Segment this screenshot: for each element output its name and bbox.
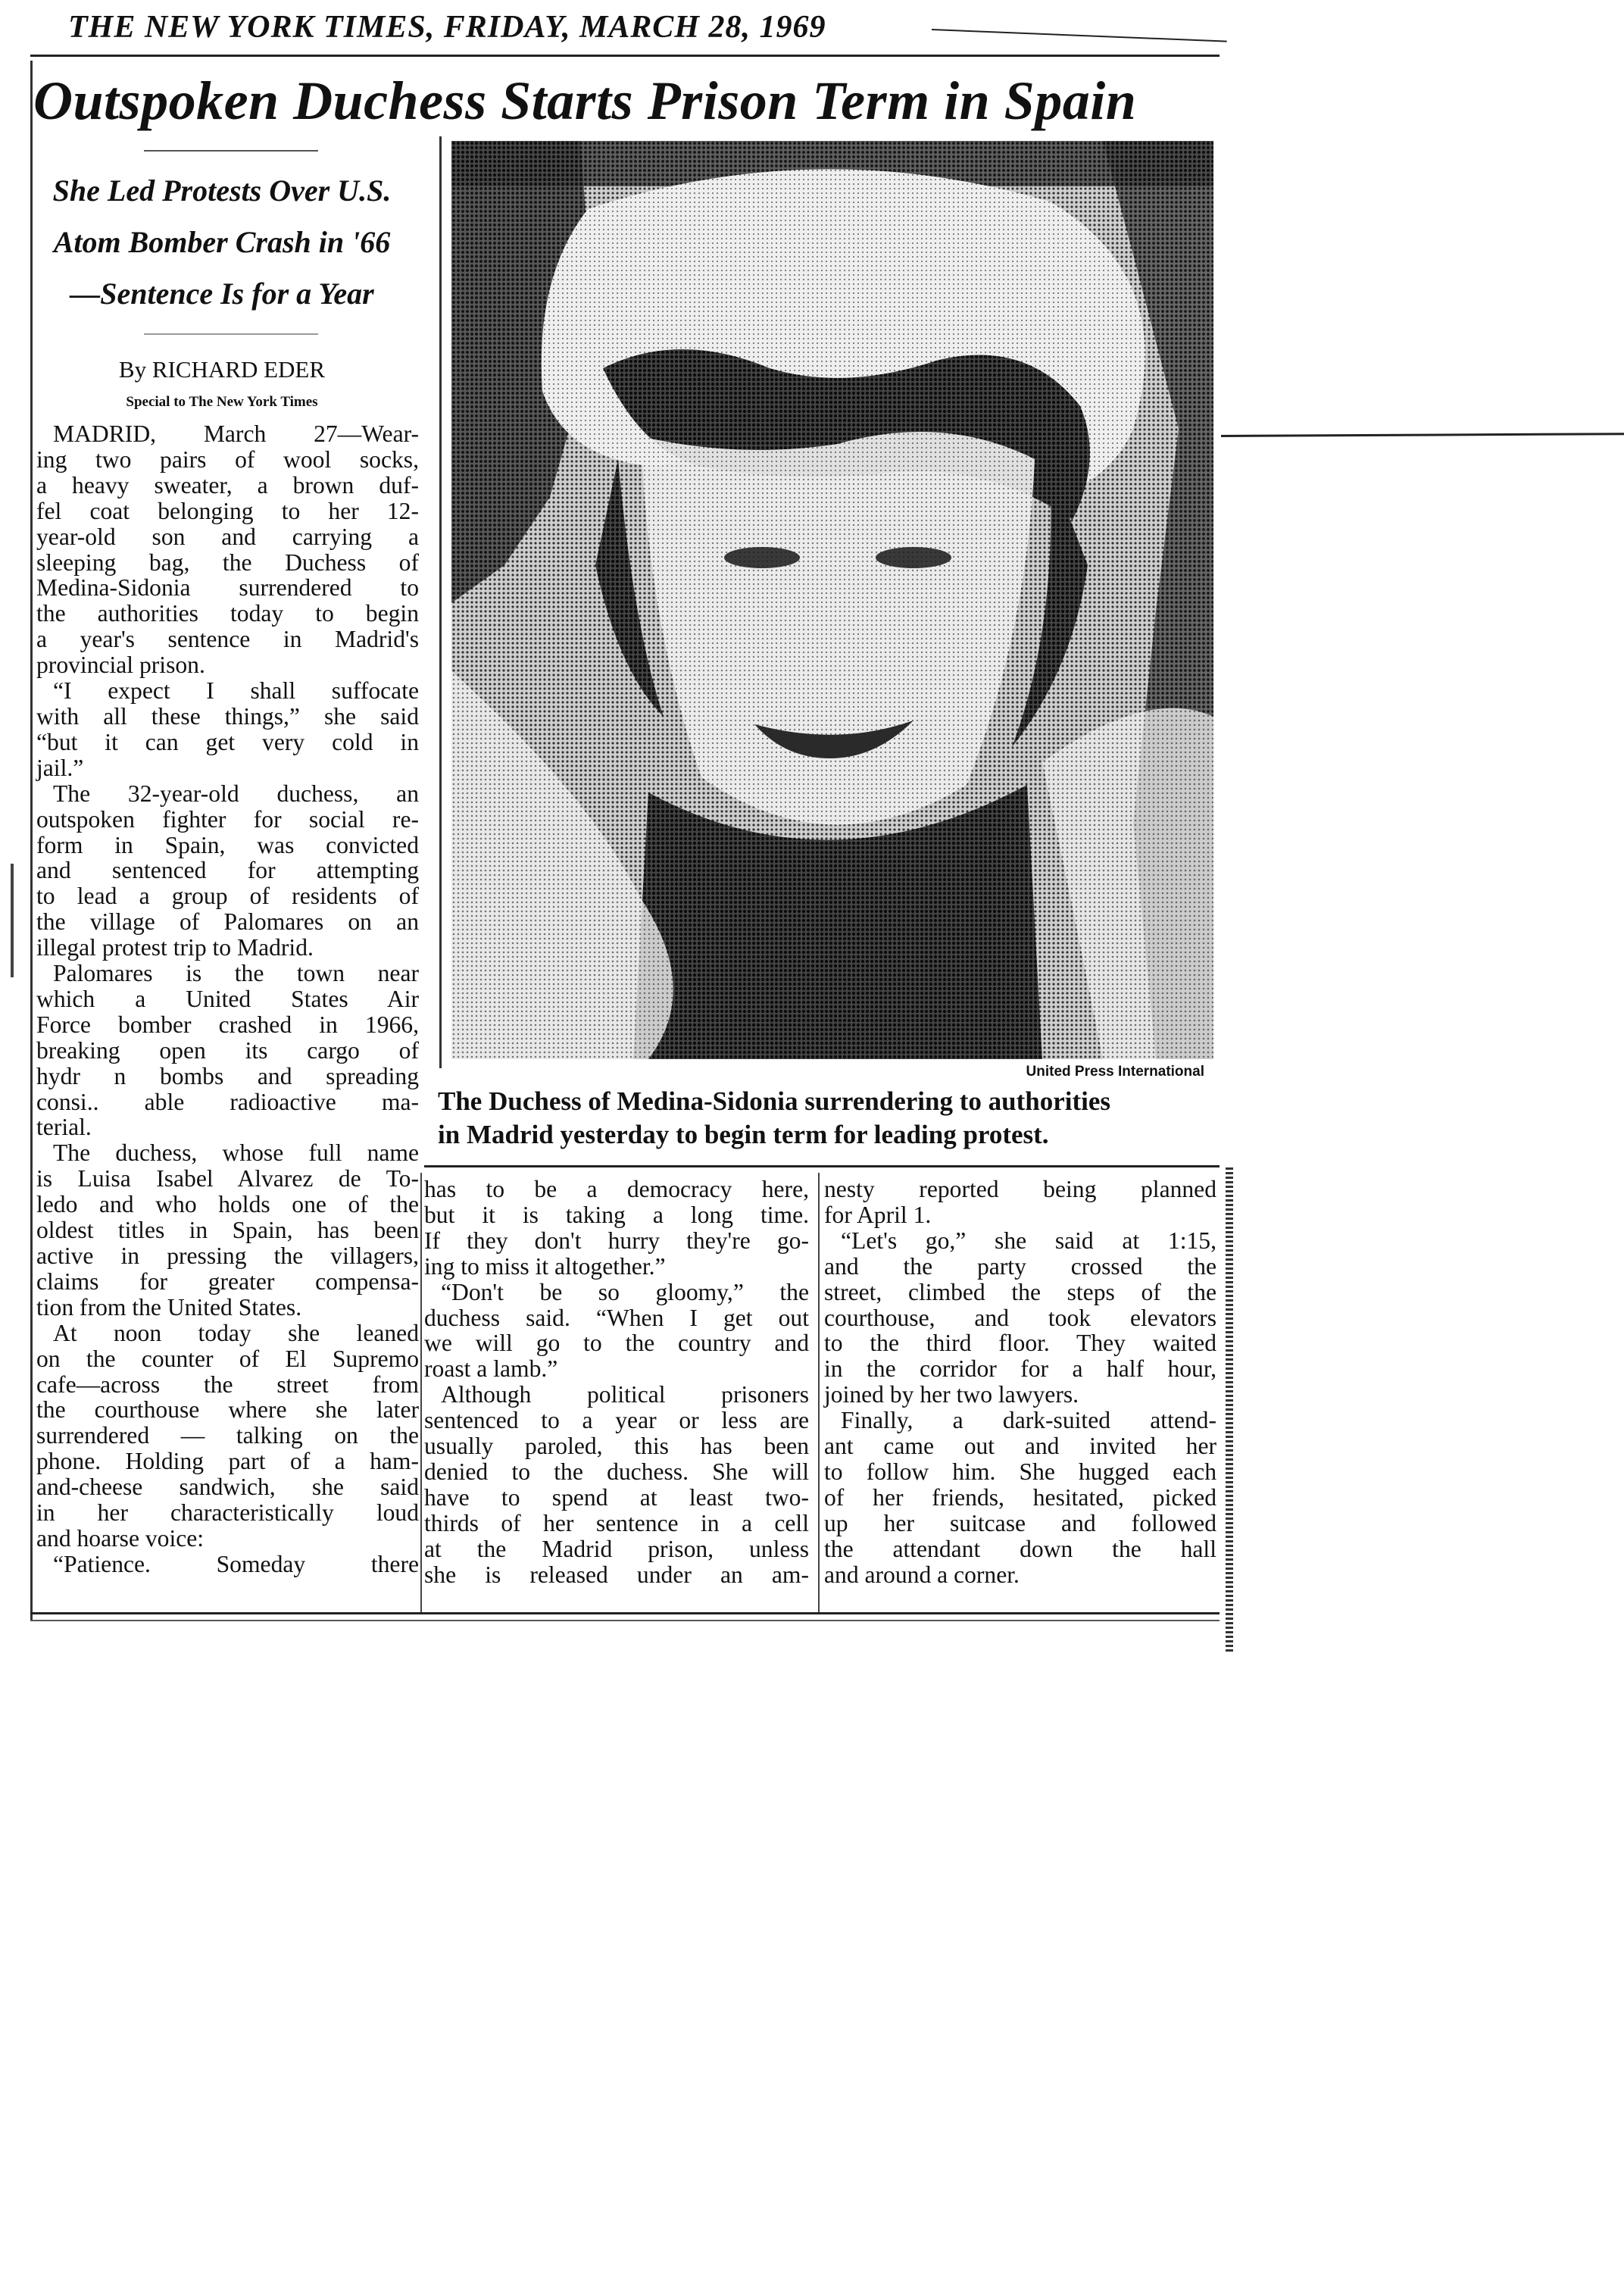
article-line: to the third floor. They waited <box>824 1330 1216 1357</box>
article-line: illegal protest trip to Madrid. <box>36 934 314 961</box>
caption-line: in Madrid yesterday to begin term for leading protest. <box>438 1120 1049 1149</box>
article-line: duchess said. “When I get out <box>424 1304 809 1331</box>
article-line: and around a corner. <box>824 1561 1020 1588</box>
article-line: Palomares is the town near <box>53 960 419 987</box>
article-column-2 <box>424 1177 809 1588</box>
article-line: ledo and who holds one of the <box>36 1191 419 1218</box>
photo-divider <box>439 136 442 1068</box>
left-margin-mark <box>11 864 14 977</box>
caption-rule <box>424 1165 1220 1167</box>
article-line: Medina-Sidonia surrendered to <box>36 574 419 602</box>
article-line: At noon today she leaned <box>53 1319 419 1346</box>
article-line: a heavy sweater, a brown duf- <box>36 471 419 499</box>
article-line: breaking open its cargo of <box>36 1036 419 1064</box>
article-line: with all these things,” she said <box>36 702 419 730</box>
article-line: is Luisa Isabel Alvarez de To- <box>36 1165 419 1192</box>
article-line: usually paroled, this has been <box>424 1433 809 1460</box>
article-line: roast a lamb.” <box>424 1355 558 1383</box>
deck-line: Atom Bomber Crash in '66 <box>53 225 391 259</box>
article-line: to follow him. She hugged each <box>824 1458 1216 1485</box>
article-line: “Don't be so gloomy,” the <box>441 1278 809 1305</box>
article-line: sentenced to a year or less are <box>424 1407 809 1434</box>
article-line: she is released under an am- <box>424 1561 809 1588</box>
article-line: nesty reported being planned <box>824 1176 1216 1202</box>
left-column-rule <box>30 61 33 1621</box>
article-line: Finally, a dark-suited attend- <box>841 1407 1216 1434</box>
photo-caption <box>438 1085 1218 1152</box>
special-credit: Special to The New York Times <box>126 394 318 410</box>
article-line: sleeping bag, the Duchess of <box>36 549 419 576</box>
article-line: and the party crossed the <box>824 1252 1216 1280</box>
article-line: form in Spain, was convicted <box>36 831 419 858</box>
article-line: at the Madrid prison, unless <box>424 1535 809 1562</box>
article-line: oldest titles in Spain, has been <box>36 1217 419 1244</box>
article-line: street, climbed the steps of the <box>824 1278 1216 1305</box>
article-line: claims for greater compensa- <box>36 1267 419 1295</box>
article-line: we will go to the country and <box>424 1330 809 1357</box>
deck <box>36 165 408 320</box>
article-line: the courthouse where she later <box>36 1396 419 1424</box>
article-line: phone. Holding part of a ham- <box>36 1448 419 1475</box>
article-line: which a United States Air <box>36 985 419 1012</box>
article-line: “Let's go,” she said at 1:15, <box>841 1227 1216 1254</box>
article-line: Force bomber crashed in 1966, <box>36 1011 419 1038</box>
article-line: hydr n bombs and spreading <box>36 1062 419 1089</box>
article-line: have to spend at least two- <box>424 1483 809 1511</box>
article-line: to lead a group of residents of <box>36 883 419 910</box>
margin-rule <box>1221 433 1624 437</box>
duchess-photo <box>451 141 1213 1059</box>
article-line: courthouse, and took elevators <box>824 1304 1216 1331</box>
article-line: has to be a democracy here, <box>424 1176 809 1202</box>
deck-rule-top <box>144 150 318 152</box>
article-line: consi.. able radioactive ma- <box>36 1088 419 1115</box>
masthead: THE NEW YORK TIMES, FRIDAY, MARCH 28, 1969 <box>68 10 826 45</box>
article-line: year-old son and carrying a <box>36 523 419 550</box>
deck-line: —Sentence Is for a Year <box>70 277 374 311</box>
article-line: of her friends, hesitated, picked <box>824 1483 1216 1511</box>
bottom-rule <box>30 1612 1220 1614</box>
article-line: The 32-year-old duchess, an <box>53 780 419 807</box>
article-line: tion from the United States. <box>36 1293 302 1321</box>
article-line: If they don't hurry they're go- <box>424 1227 809 1254</box>
article-line: The duchess, whose full name <box>53 1139 419 1167</box>
deck-line: She Led Protests Over U.S. <box>52 173 392 208</box>
article-column-1 <box>36 421 419 1577</box>
article-line: cafe—across the street from <box>36 1371 419 1398</box>
article-line: and sentenced for attempting <box>36 857 419 884</box>
article-line: MADRID, March 27—Wear- <box>53 420 419 447</box>
article-line: up her suitcase and followed <box>824 1509 1216 1536</box>
article-line: ing to miss it altogether.” <box>424 1252 666 1280</box>
column-rule <box>420 1173 422 1612</box>
article-line: “Patience. Someday there <box>53 1550 419 1577</box>
article-line: active in pressing the villagers, <box>36 1242 419 1269</box>
headline: Outspoken Duchess Starts Prison Term in Spain <box>33 70 1137 131</box>
article-line: ing two pairs of wool socks, <box>36 445 419 473</box>
article-line: “I expect I shall suffocate <box>53 677 419 705</box>
article-line: and hoarse voice: <box>36 1524 205 1552</box>
article-line: ant came out and invited her <box>824 1433 1216 1460</box>
article-line: fel coat belonging to her 12- <box>36 497 419 524</box>
article-line: a year's sentence in Madrid's <box>36 626 419 653</box>
column-rule <box>818 1173 820 1612</box>
caption-line: The Duchess of Medina-Sidonia surrendering to authorities <box>438 1086 1111 1116</box>
article-line: the village of Palomares on an <box>36 908 419 936</box>
article-line: for April 1. <box>824 1201 932 1228</box>
article-line: the authorities today to begin <box>36 600 419 627</box>
article-line: joined by her two lawyers. <box>824 1381 1079 1408</box>
article-column-3 <box>824 1177 1216 1588</box>
masthead-rule <box>30 55 1220 57</box>
article-line: in the corridor for a half hour, <box>824 1355 1216 1383</box>
byline: By RICHARD EDER <box>118 356 326 383</box>
article-line: terial. <box>36 1114 92 1141</box>
deck-rule-bottom <box>144 333 318 335</box>
article-line: the attendant down the hall <box>824 1535 1216 1562</box>
article-line: in her characteristically loud <box>36 1499 419 1527</box>
article-line: provincial prison. <box>36 652 205 679</box>
article-line: on the counter of El Supremo <box>36 1345 419 1372</box>
article-line: surrendered — talking on the <box>36 1422 419 1449</box>
article-line: denied to the duchess. She will <box>424 1458 809 1485</box>
article-line: but it is taking a long time. <box>424 1201 809 1228</box>
article-line: thirds of her sentence in a cell <box>424 1509 809 1536</box>
right-edge-border <box>1226 1167 1233 1652</box>
article-line: outspoken fighter for social re- <box>36 805 419 833</box>
article-line: and-cheese sandwich, she said <box>36 1474 419 1501</box>
bottom-rule <box>30 1620 1220 1621</box>
article-line: Although political prisoners <box>441 1381 809 1408</box>
photo-credit: United Press International <box>1026 1064 1204 1080</box>
article-line: “but it can get very cold in <box>36 728 419 755</box>
article-line: jail.” <box>36 754 84 781</box>
